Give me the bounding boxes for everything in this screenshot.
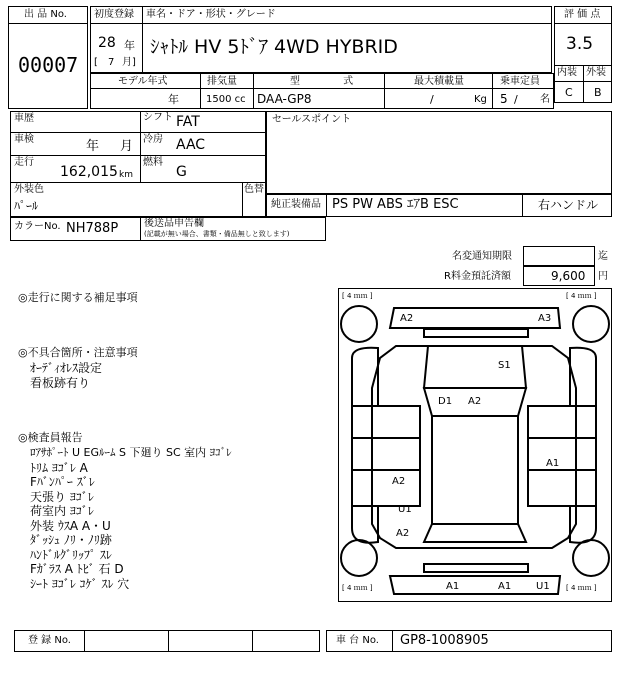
mark-left-rear-u1: U1	[398, 504, 412, 515]
lot-number: 00007	[18, 53, 79, 77]
first-reg-year-unit: 年	[124, 39, 135, 52]
mark-rear-bumper-a1-left: A1	[446, 581, 460, 592]
details-line-1	[10, 132, 266, 133]
recycle-value: 9,600	[551, 269, 586, 283]
color-no-div	[140, 217, 141, 241]
fl-tire-label: [ 4 ｍｍ ]	[342, 292, 373, 300]
max-load-label: 最大積載量	[414, 76, 464, 87]
rear-left-wheel	[341, 540, 377, 576]
lot-label: 出 品 No.	[24, 9, 67, 20]
shift-label: シフト	[143, 112, 173, 123]
interior-grade: C	[565, 86, 573, 99]
car-name: ｼｬﾄﾙ HV 5ﾄﾞｱ 4WD HYBRID	[150, 36, 398, 58]
grade-value: 3.5	[566, 34, 594, 54]
grade-label-line	[554, 23, 612, 24]
rr-tire-label: [ 4 ｍｍ ]	[566, 584, 597, 592]
fr-tire-label: [ 4 ｍｍ ]	[566, 292, 597, 300]
model-div-1	[200, 73, 201, 109]
rear-right-wheel	[573, 540, 609, 576]
chassis-div	[392, 630, 393, 652]
type-label: 型 式	[290, 76, 354, 87]
inspector-item: 荷室内 ﾖｺﾞﾚ	[30, 504, 94, 518]
inspection-month: 月	[120, 139, 134, 154]
front-grille	[424, 329, 528, 337]
details-div	[140, 111, 141, 182]
capacity-label: 乗車定員	[500, 76, 540, 87]
inspector-item: Fﾊﾞﾝﾊﾟｰ ｽﾞﾚ	[30, 475, 95, 489]
reg-no-cell-1	[168, 630, 169, 652]
rear-bumper	[390, 576, 560, 594]
reg-no-div	[84, 630, 85, 652]
first-reg-divider	[142, 6, 143, 23]
left-doors	[352, 406, 420, 506]
inspector-item: ﾀﾞｯｼｭ ﾉﾘ・ﾉﾘ跡	[30, 533, 112, 547]
inspection-label: 車検	[14, 134, 34, 145]
steering-div	[522, 194, 523, 217]
notice-value-box	[523, 246, 595, 266]
capacity-slash: /	[514, 93, 518, 106]
fuel-label: 燃料	[143, 157, 163, 168]
model-year-unit: 年	[168, 93, 179, 106]
mark-front-bumper-a2: A2	[400, 313, 414, 324]
model-div-4	[492, 73, 493, 109]
grade-sub-divider	[583, 65, 584, 103]
name-label: 車名・ドア・形状・グレード	[146, 9, 276, 20]
front-right-wheel	[573, 306, 609, 342]
aircon-label: 冷房	[143, 134, 163, 145]
sales-point-label: セールスポイント	[272, 114, 352, 125]
mark-front-bumper-a3: A3	[538, 313, 552, 324]
inspector-item: Fｶﾞﾗｽ A ﾄﾋﾞ 石 D	[30, 562, 124, 576]
repaint-label: 色替	[244, 184, 264, 195]
inspector-list	[30, 446, 232, 591]
displacement-label: 排気量	[207, 76, 237, 87]
capacity: 5	[500, 92, 508, 106]
mileage: 162,015	[60, 164, 118, 180]
inspector-item: 天張り ﾖｺﾞﾚ	[30, 489, 94, 504]
details-line-2	[10, 155, 266, 156]
history-label: 車歴	[14, 113, 34, 124]
roof	[432, 416, 518, 524]
grade-label: 評 価 点	[564, 9, 601, 20]
docs-label: 後送品申告欄	[144, 218, 204, 229]
car-damage-diagram	[338, 288, 612, 602]
equipment-label: 純正装備品	[271, 199, 321, 210]
defects-title: ◎不具合箇所・注意事項	[18, 346, 138, 359]
interior-label: 内装	[557, 67, 577, 78]
first-reg-month-open: [	[94, 57, 98, 68]
capacity-unit: 名	[540, 94, 550, 105]
color-no-label: カラーNo.	[14, 221, 61, 232]
front-left-wheel	[341, 306, 377, 342]
defects-list	[30, 361, 102, 390]
model-type: DAA-GP8	[257, 92, 312, 106]
mark-left-rear-a2: A2	[396, 528, 410, 539]
year-divider	[142, 23, 143, 73]
equipment: PS PW ABS ｴｱB ESC	[332, 197, 459, 212]
recycle-label: R料金預託済額	[444, 271, 511, 282]
repaint-div	[242, 182, 243, 217]
inspection-year: 年	[86, 139, 100, 154]
first-reg-year: 28	[98, 35, 116, 51]
mark-windshield-d1: D1	[438, 396, 453, 407]
details-left-box	[10, 111, 266, 217]
defect-item: 看板跡有り	[30, 375, 91, 390]
equipment-div	[326, 194, 327, 217]
mileage-label: 走行	[14, 157, 34, 168]
inspector-item: 外装 ｳｽA A・U	[30, 518, 111, 533]
exterior-color: ﾊﾟｰﾙ	[14, 199, 39, 213]
first-reg-label: 初度登録	[94, 9, 134, 20]
model-div-2	[253, 73, 254, 109]
inspector-item: ﾄﾘﾑ ﾖｺﾞﾚ A	[30, 460, 88, 475]
inspector-title: ◎検査員報告	[18, 431, 83, 444]
model-row-line	[90, 88, 554, 89]
inspector-item: ﾛｱｻﾎﾟｰﾄ U EGﾙｰﾑ S 下廻り SC 室内 ﾖｺﾞﾚ	[30, 446, 232, 459]
details-line-3	[10, 182, 266, 183]
rear-plate	[424, 564, 528, 572]
notice-unit: 迄	[598, 251, 608, 262]
front-bumper	[390, 308, 560, 328]
model-div-3	[384, 73, 385, 109]
first-reg-month-close: 月]	[122, 57, 136, 68]
mark-hood-s1: S1	[498, 360, 511, 371]
defect-item: ｵｰﾃﾞｨｵﾚｽ設定	[30, 361, 103, 375]
load-unit: Kg	[474, 94, 487, 105]
steering: 右ハンドル	[538, 198, 599, 212]
left-rear-fender	[352, 506, 378, 543]
right-rear-fender	[570, 506, 596, 543]
displacement: 1500 cc	[206, 94, 246, 105]
mark-rear-bumper-u1: U1	[536, 581, 550, 592]
rl-tire-label: [ 4 ｍｍ ]	[342, 584, 373, 592]
chassis-number: GP8-1008905	[400, 633, 489, 648]
body-outline	[372, 346, 576, 548]
docs-note: (記載が無い場合、書類・備品無しと致します)	[144, 230, 290, 238]
reg-no-label: 登 録 No.	[28, 635, 71, 646]
exterior-label: 外装	[586, 67, 606, 78]
header-label-line	[90, 23, 552, 24]
inspector-item: ﾊﾝﾄﾞﾙｸﾞﾘｯﾌﾟ ｽﾚ	[30, 547, 112, 562]
recycle-unit: 円	[598, 271, 608, 282]
reg-no-cell-2	[252, 630, 253, 652]
notice-label: 名変通知期限	[452, 251, 512, 262]
inspector-item: ｼｰﾄ ﾖｺﾞﾚ ｺｹﾞ ｽﾚ 穴	[30, 576, 130, 591]
mark-rear-bumper-a1-right: A1	[498, 581, 512, 592]
chassis-label: 車 台 No.	[336, 635, 379, 646]
driving-notes-title: ◎走行に関する補足事項	[18, 291, 138, 304]
color-no: NH788P	[66, 221, 119, 236]
fuel: G	[176, 164, 187, 180]
load-slash: /	[430, 93, 434, 106]
right-doors	[528, 406, 596, 506]
mark-hood-a2: A2	[468, 396, 482, 407]
mark-right-door-a1: A1	[546, 458, 560, 469]
exterior-color-label: 外装色	[14, 184, 44, 195]
mark-left-door-a2: A2	[392, 476, 406, 487]
aircon: AAC	[176, 137, 206, 153]
model-year-label: モデル年式	[118, 76, 168, 87]
exterior-grade: B	[594, 86, 602, 99]
mileage-unit: km	[119, 170, 133, 180]
rear-window	[424, 524, 526, 542]
first-reg-month: 7	[108, 57, 115, 68]
shift: FAT	[176, 114, 200, 130]
